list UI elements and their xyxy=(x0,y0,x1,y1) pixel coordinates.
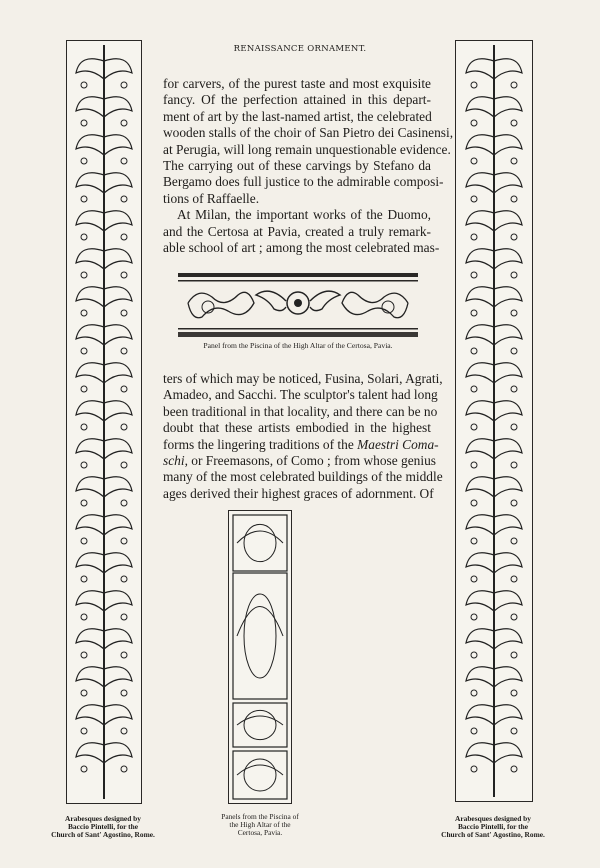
left-caption xyxy=(30,815,176,839)
right-arabesque-image xyxy=(456,41,532,801)
italic-term: Maestri Coma- xyxy=(357,436,439,452)
paragraph-3 xyxy=(163,371,443,502)
text-line: and the Certosa at Pavia, created a truly remark- xyxy=(163,223,431,239)
text-line: tions of Raffaelle. xyxy=(163,190,260,206)
text-line: for carvers, of the purest taste and most exquisite xyxy=(163,76,431,91)
text-line: doubt that these artists embodied in the highest xyxy=(163,420,431,436)
frieze-figure xyxy=(178,273,418,337)
caption-line: Baccio Pintelli, for the xyxy=(457,822,529,831)
text-line xyxy=(163,436,439,453)
text-line: ages derived their highest graces of adornment. Of xyxy=(163,485,434,501)
center-panels-image xyxy=(229,511,291,803)
frieze-caption: Panel from the Piscina of the High Altar of the Certosa, Pavia. xyxy=(203,341,393,350)
text-line: many of the most celebrated buildings of the middle xyxy=(163,469,443,485)
text-line: at Perugia, will long remain unquestionable evidence. xyxy=(163,141,451,157)
caption-line: Church of Sant' Agostino, Rome. xyxy=(441,830,545,839)
text-line: been traditional in that locality, and there can be no xyxy=(163,403,438,419)
text-line: able school of art ; among the most celebrated mas- xyxy=(163,240,440,256)
left-arabesque-image xyxy=(67,41,141,803)
text-segment: forms the lingering traditions of the xyxy=(163,436,354,452)
center-caption xyxy=(200,813,320,837)
caption-line: Arabesques designed by xyxy=(65,814,141,823)
caption-line: Church of Sant' Agostino, Rome. xyxy=(51,830,155,839)
frieze-ornament-image xyxy=(178,273,418,337)
caption-line: Arabesques designed by xyxy=(455,814,531,823)
caption-line: Panels from the Piscina of xyxy=(221,812,299,821)
text-line: ters of which may be noticed, Fusina, Solari, Agrati, xyxy=(163,371,443,386)
text-line: At Milan, the important works of the Duomo, xyxy=(177,207,431,223)
text-line: wooden stalls of the choir of San Pietro dei Casinensi, xyxy=(163,125,454,141)
text-line: Amadeo, and Sacchi. The sculptor's talent had long xyxy=(163,387,438,403)
caption-line: Certosa, Pavia. xyxy=(237,828,283,837)
text-line: The carrying out of these carvings by Stefano da xyxy=(163,158,431,174)
center-panels xyxy=(228,510,292,804)
caption-line: the High Altar of the xyxy=(229,820,291,829)
text-line: ment of art by the last-named artist, the celebrated xyxy=(163,108,432,124)
text-line xyxy=(163,453,436,469)
caption-line: Baccio Pintelli, for the xyxy=(67,822,139,831)
text-segment: , or Freemasons, of Como ; from whose genius xyxy=(184,453,436,469)
left-arabesque-panel xyxy=(66,40,142,804)
right-arabesque-panel xyxy=(455,40,533,802)
running-header: RENAISSANCE ORNAMENT. xyxy=(233,44,367,54)
right-caption xyxy=(420,815,566,839)
text-line: Bergamo does full justice to the admirable composi- xyxy=(163,174,444,190)
paragraph-1 xyxy=(163,76,454,256)
text-line: fancy. Of the perfection attained in this depart- xyxy=(163,92,431,108)
italic-term: schi xyxy=(163,453,185,469)
